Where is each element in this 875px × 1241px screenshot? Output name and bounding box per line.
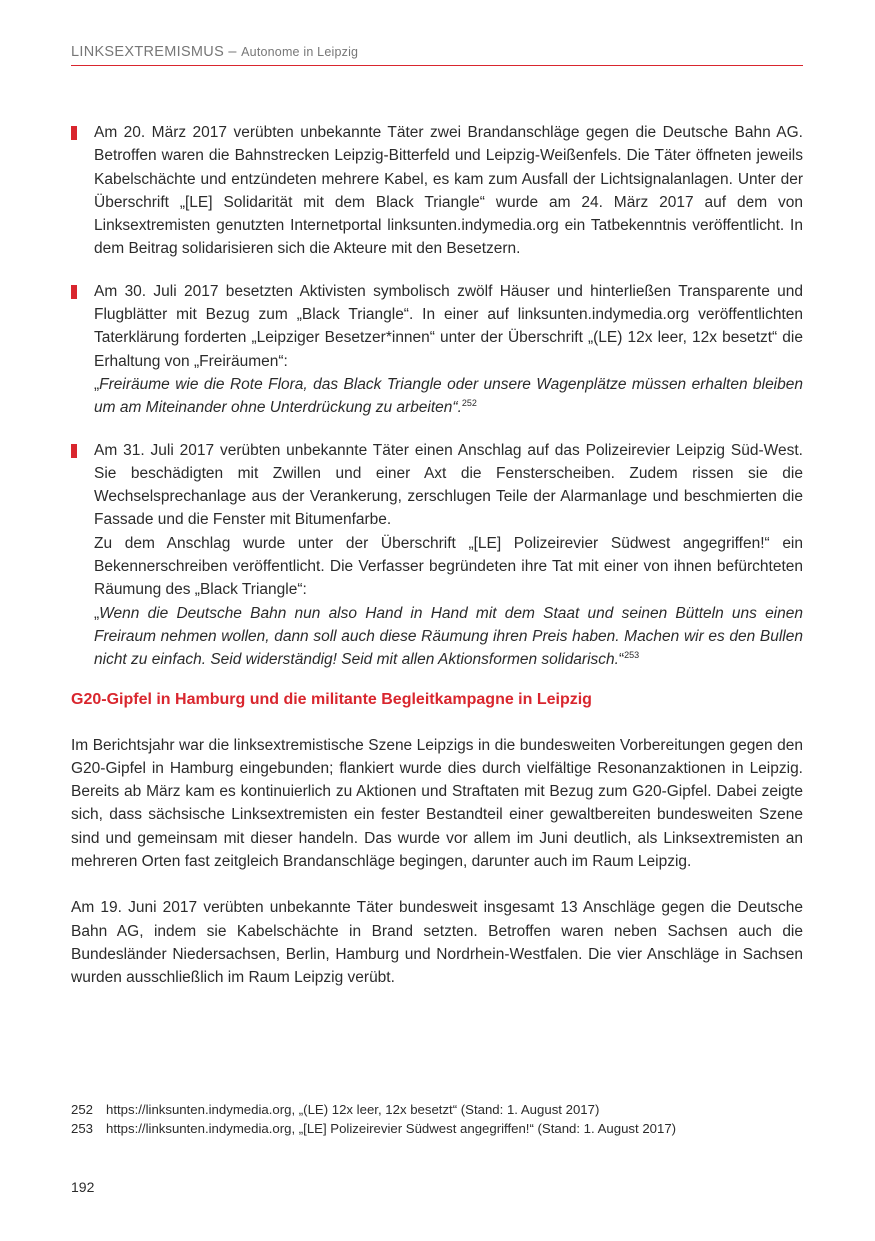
bullet-text: Am 20. März 2017 verübten unbekannte Täter zwei Brandanschläge gegen die Deutsche Bahn AG. Betroffen waren die Bahnstrecken Leipzig-Bitterfeld und Leipzig-Weißenfels. Die Täter öffneten jeweils Kabelschächte und entzündeten mehrere Kabel, es kam zum Ausfall der Lichtsignalanlagen. Unter der Überschrift „[LE] Solidarität mit dem Black Triangle“ wurde am 24. März 2017 auf dem von Linksextremisten genutzten Internetportal linksunten.indymedia.org ein Tatbekenntnis veröffentlicht. In dem Beitrag solidarisieren sich die Akteure mit den Besetzern. (94, 124, 803, 258)
footnote-ref[interactable]: 252 (461, 398, 477, 409)
quote-open-mark: „ (94, 375, 100, 393)
footnote (71, 1100, 803, 1119)
header-rule (71, 65, 803, 66)
footnote (71, 1119, 803, 1138)
footnote-number: 252 (71, 1102, 94, 1117)
bullet-marker (71, 444, 77, 458)
running-head-sub: Autonome in Leipzig (241, 45, 359, 59)
quote-text: Freiräume wie die Rote Flora, das Black Triangle oder unsere Wagenplätze müssen erhalten bleiben um am Miteinander ohne Unterdrückung zu arbeiten“. (94, 375, 803, 417)
bullet-marker (71, 126, 77, 140)
quote-open-mark: „ (94, 604, 100, 622)
bullet-quote (94, 602, 803, 672)
bullet-text: Am 31. Juli 2017 verübten unbekannte Täter einen Anschlag auf das Polizeirevier Leipzig Süd-West. Sie beschädigten mit Zwillen und einer Axt die Fensterscheiben. Zudem rissen sie die Wechselsprechanlage aus der Verankerung, zerschlugen Teile der Alarmanlage und beschmierten die Fassade und die Fenster mit Bitumenfarbe. (94, 441, 803, 529)
bullet-text: Am 30. Juli 2017 besetzten Aktivisten symbolisch zwölf Häuser und hinterließen Transparente und Flugblätter mit Bezug zum „Black Triangle“. In einer auf linksunten.indymedia.org veröffentlichten Taterklärung forderten „Leipziger Besetzer*innen“ unter der Überschrift „(LE) 12x leer, 12x besetzt“ die Erhaltung von „Freiräumen“: (94, 282, 803, 370)
footnote-number: 253 (71, 1121, 94, 1136)
running-head (71, 44, 803, 60)
section-heading: G20-Gipfel in Hamburg und die militante Begleitkampagne in Leipzig (71, 690, 592, 708)
body-paragraph: Am 19. Juni 2017 verübten unbekannte Täter bundesweit insgesamt 13 Anschläge gegen die Deutsche Bahn AG, indem sie Kabelschächte in Brand setzten. Betroffen waren neben Sachsen auch die Bundesländer Niedersachsen, Berlin, Hamburg und Nordrhein-Westfalen. Die vier Anschläge in Sachsen wurden ausschließlich im Raum Leipzig verübt. (71, 899, 803, 987)
bullet-quote (94, 373, 803, 420)
footnotes (71, 1100, 803, 1138)
bullet-item (71, 121, 803, 261)
bullet-marker (71, 285, 77, 299)
running-head-main: LINKSEXTREMISMUS (71, 44, 225, 60)
quote-text: Wenn die Deutsche Bahn nun also Hand in Hand mit dem Staat und seinen Bütteln uns einen Freiraum nehmen wollen, dann soll auch diese Räumung ihren Preis haben. Machen wir es den Bullen nicht zu einfach. Seid widerständig! Seid mit allen Aktionsformen solidarisch. (94, 604, 803, 669)
bullet-item (71, 280, 803, 420)
running-head-separator: – (228, 44, 237, 60)
footnote-text: https://linksunten.indymedia.org, „(LE) 12x leer, 12x besetzt“ (Stand: 1. August 2017) (106, 1102, 600, 1117)
bullet-text-continued: Zu dem Anschlag wurde unter der Überschrift „[LE] Polizeirevier Südwest angegriffen!“ ein Bekennerschreiben veröffentlicht. Die Verfasser begründeten ihre Tat mit einer von ihnen befürchteten Räumung des „Black Triangle“: (94, 534, 803, 599)
footnote-text: https://linksunten.indymedia.org, „[LE] Polizeirevier Südwest angegriffen!“ (Stand: 1. August 2017) (106, 1121, 677, 1136)
body-paragraph: Im Berichtsjahr war die linksextremistische Szene Leipzigs in die bundesweiten Vorbereitungen gegen den G20-Gipfel in Hamburg eingebunden; flankiert wurde dies durch vielfältige Resonanzaktionen in Leipzig. Bereits ab März kam es kontinuierlich zu Aktionen und Straftaten mit Bezug zum G20-Gipfel. Dabei zeigte sich, dass sächsische Linksextremisten ein fester Bestandteil einer gewaltbereiten bundesweiten Szene sind und gemeinsam mit dieser handeln. Das wurde vor allem im Juni deutlich, als Linksextremisten an mehreren Orten fast zeitgleich Brandanschläge begingen, darunter auch im Raum Leipzig. (71, 736, 803, 871)
main-content (71, 121, 803, 990)
footnote-ref[interactable]: 253 (624, 650, 640, 661)
quote-close-mark: “ (618, 651, 625, 669)
bullet-item (71, 439, 803, 672)
page-number: 192 (71, 1179, 95, 1195)
